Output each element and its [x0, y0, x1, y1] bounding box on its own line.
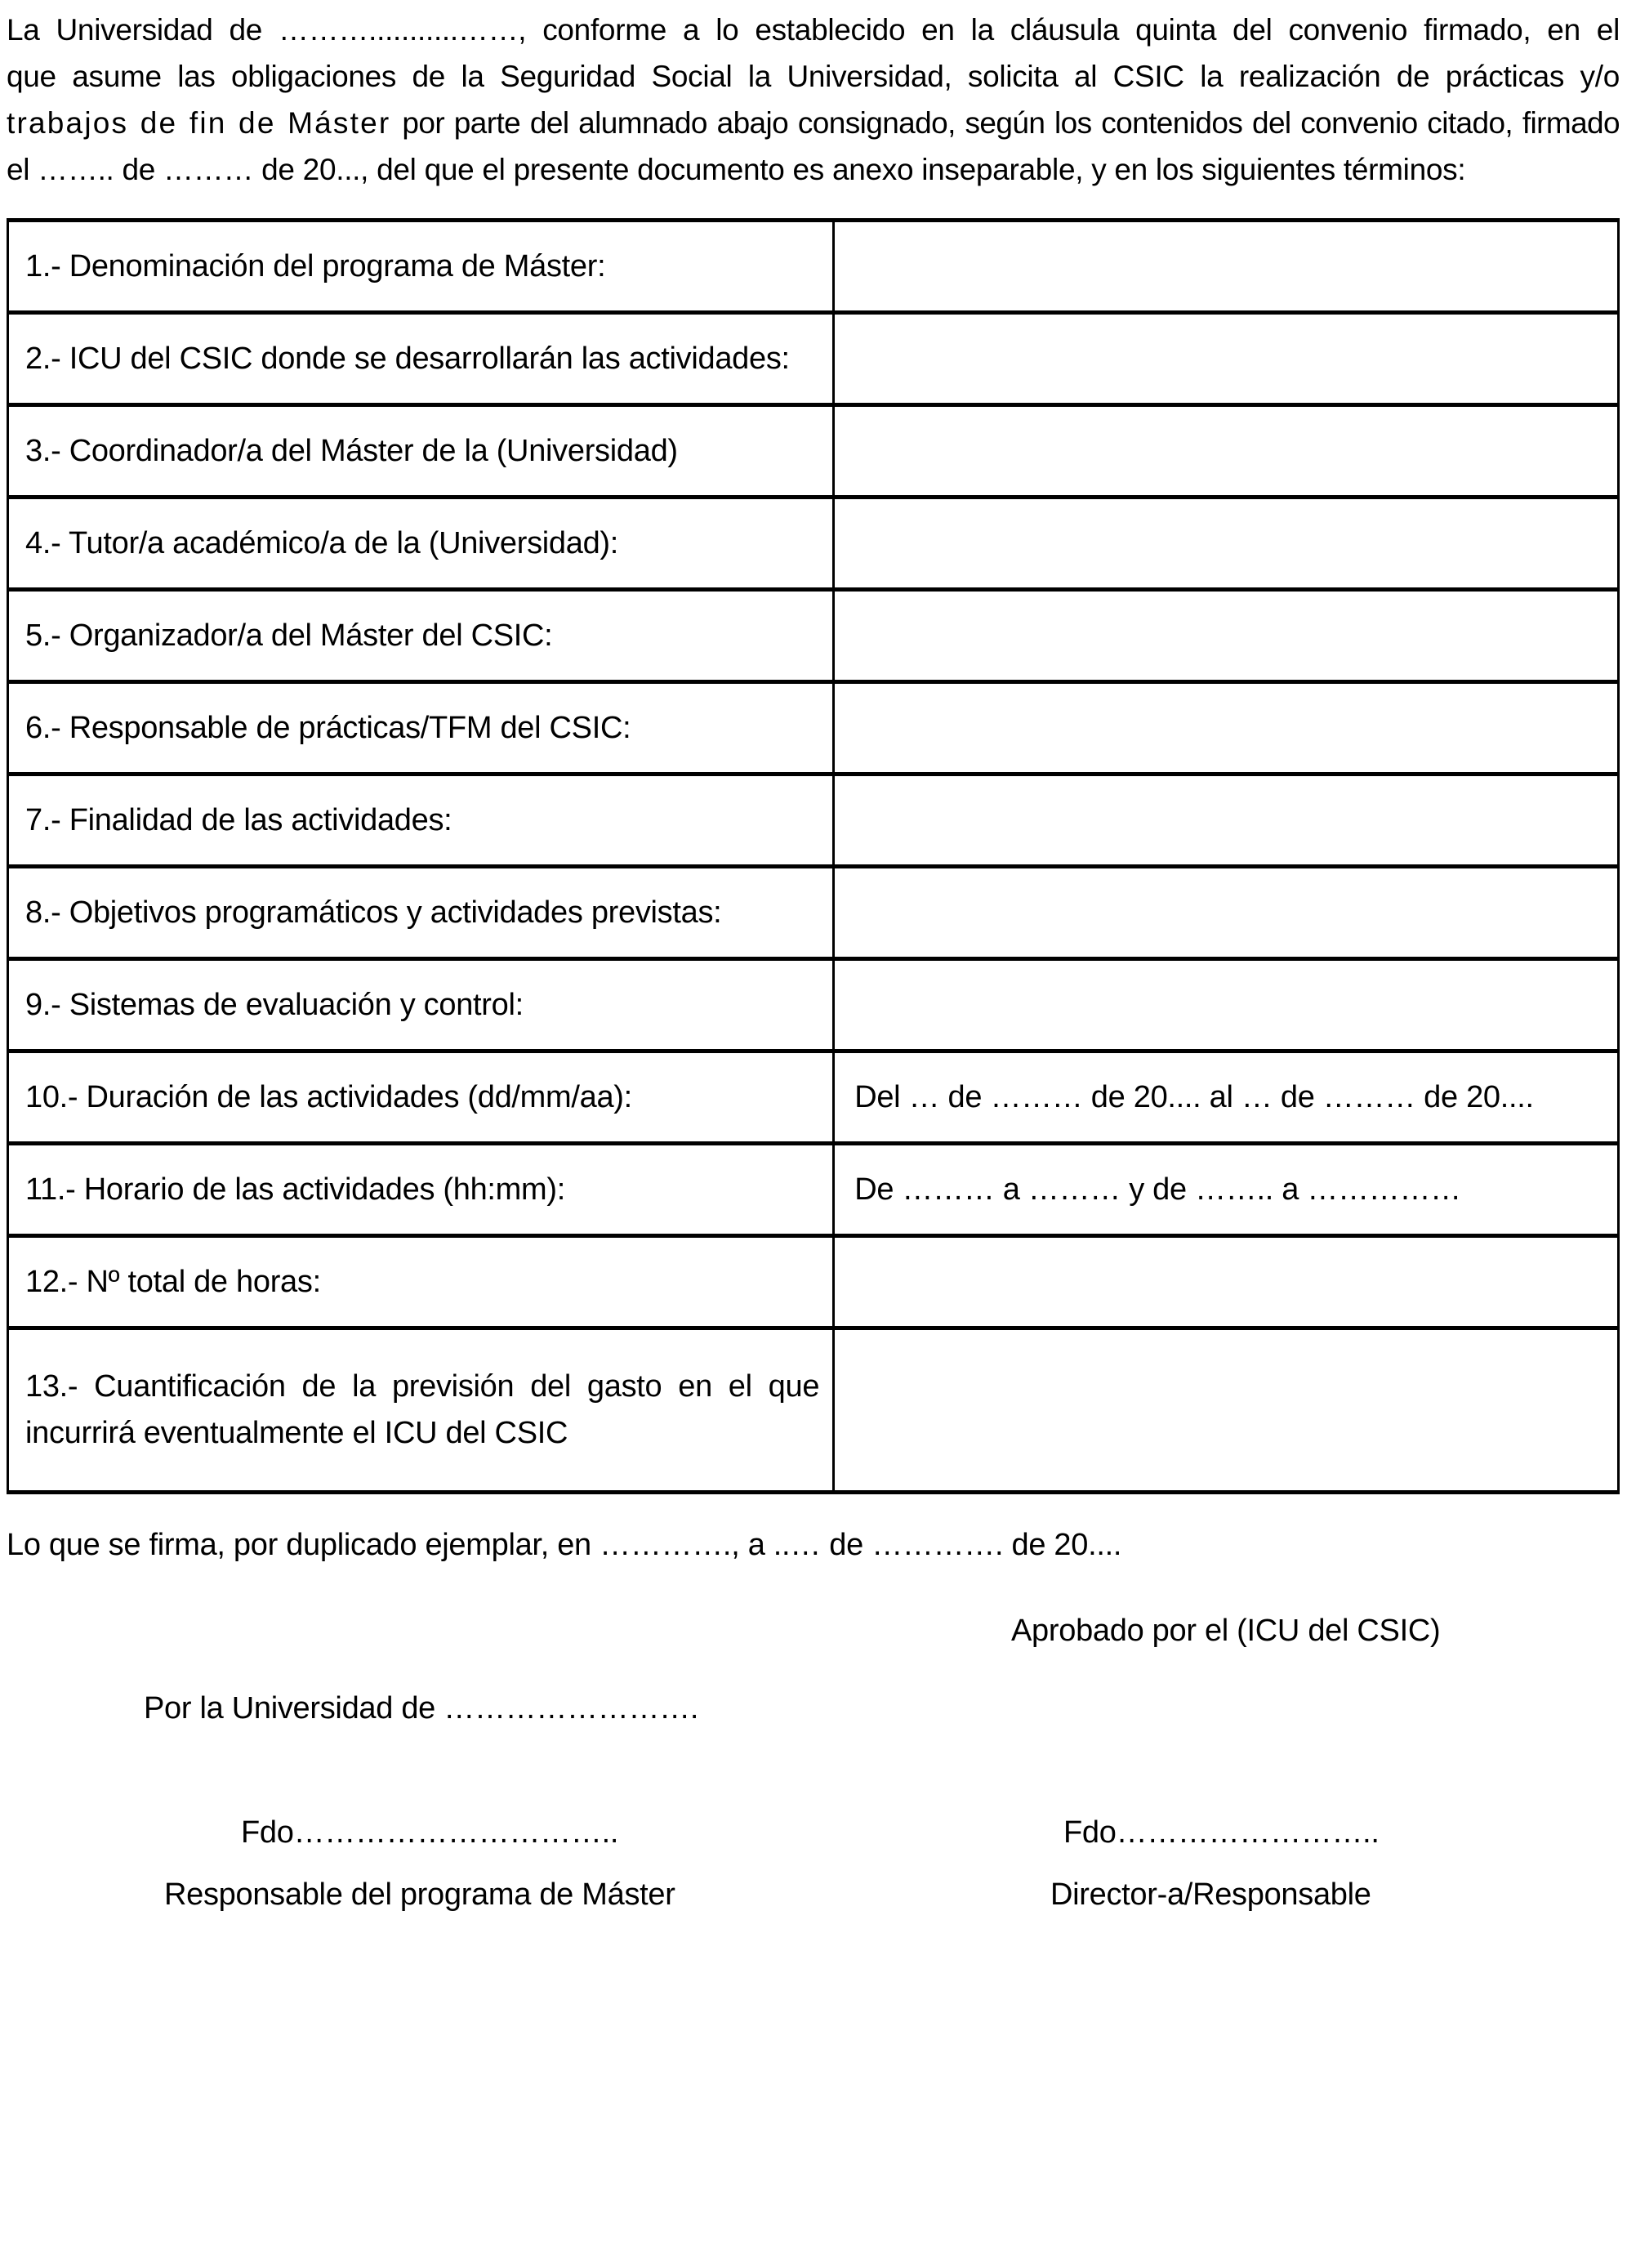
row-value: De ……… a ……… y de …….. a ……………: [834, 1144, 1619, 1236]
intro-line-1: La Universidad de ………...........……, conforme a lo establecido en la cláusula quinta del convenio firmado, en el: [7, 13, 1620, 47]
table-row-3: [8, 405, 1619, 498]
row-value: [834, 1328, 1619, 1493]
row-value: [834, 867, 1619, 959]
approved-by-line: Aprobado por el (ICU del CSIC): [1011, 1614, 1441, 1648]
row-label: 13.- Cuantificación de la previsión del gasto en el que incurrirá eventualmente el ICU del CSIC: [8, 1328, 834, 1493]
row-value: [834, 590, 1619, 682]
row-label: 6.- Responsable de prácticas/TFM del CSIC:: [8, 682, 834, 775]
row-label: 2.- ICU del CSIC donde se desarrollarán las actividades:: [8, 313, 834, 405]
row-label: 7.- Finalidad de las actividades:: [8, 775, 834, 867]
row-label: 8.- Objetivos programáticos y actividades previstas:: [8, 867, 834, 959]
row-label: 9.- Sistemas de evaluación y control:: [8, 959, 834, 1051]
row-value: [834, 498, 1619, 590]
table-row-12: [8, 1236, 1619, 1328]
row-value: [834, 1236, 1619, 1328]
intro-line-2: que asume las obligaciones de la Seguridad Social la Universidad, solicita al CSIC la realización de prácticas y/o: [7, 60, 1620, 93]
row-value: [834, 405, 1619, 498]
table-row-7: [8, 775, 1619, 867]
row-label: 3.- Coordinador/a del Máster de la (Universidad): [8, 405, 834, 498]
row-label: 5.- Organizador/a del Máster del CSIC:: [8, 590, 834, 682]
row-value: [834, 221, 1619, 313]
row-value: [834, 313, 1619, 405]
table-row-8: [8, 867, 1619, 959]
table-row-10: [8, 1051, 1619, 1144]
row-label: 10.- Duración de las actividades (dd/mm/aa):: [8, 1051, 834, 1144]
fdo-left-line: Fdo…………………………..: [241, 1815, 619, 1850]
intro-line-3-rest-text: por parte del alumnado abajo consignado, según los contenidos del convenio citado, firmado: [402, 106, 1620, 140]
form-table: [7, 218, 1620, 1494]
table-row-2: [8, 313, 1619, 405]
table-row-11: [8, 1144, 1619, 1236]
row-label: 12.- Nº total de horas:: [8, 1236, 834, 1328]
row-value: [834, 682, 1619, 775]
row-label: 4.- Tutor/a académico/a de la (Universidad):: [8, 498, 834, 590]
role-right-line: Director-a/Responsable: [1050, 1877, 1371, 1912]
role-left-line: Responsable del programa de Máster: [164, 1877, 675, 1912]
table-row-1: [8, 221, 1619, 313]
intro-line-4: el …….. de ……… de 20..., del que el presente documento es anexo inseparable, y en los siguientes términos:: [7, 153, 1466, 186]
row-value: [834, 959, 1619, 1051]
row-label: 1.- Denominación del programa de Máster:: [8, 221, 834, 313]
intro-line-3-expanded-text: trabajos de fin de Máster: [7, 106, 391, 140]
table-row-13: [8, 1328, 1619, 1493]
fdo-right-line: Fdo……………………..: [1063, 1815, 1380, 1850]
table-row-9: [8, 959, 1619, 1051]
table-row-6: [8, 682, 1619, 775]
university-party-line: Por la Universidad de …………………….: [144, 1691, 699, 1726]
intro-line-3: [7, 100, 1620, 146]
row-label: 11.- Horario de las actividades (hh:mm):: [8, 1144, 834, 1236]
table-row-4: [8, 498, 1619, 590]
table-row-5: [8, 590, 1619, 682]
row-value: Del … de ……… de 20.... al … de ……… de 20....: [834, 1051, 1619, 1144]
signature-intro-line: Lo que se firma, por duplicado ejemplar, en …………., a ..… de …………. de 20....: [7, 1528, 1122, 1562]
row-value: [834, 775, 1619, 867]
intro-paragraph: [7, 7, 1620, 193]
